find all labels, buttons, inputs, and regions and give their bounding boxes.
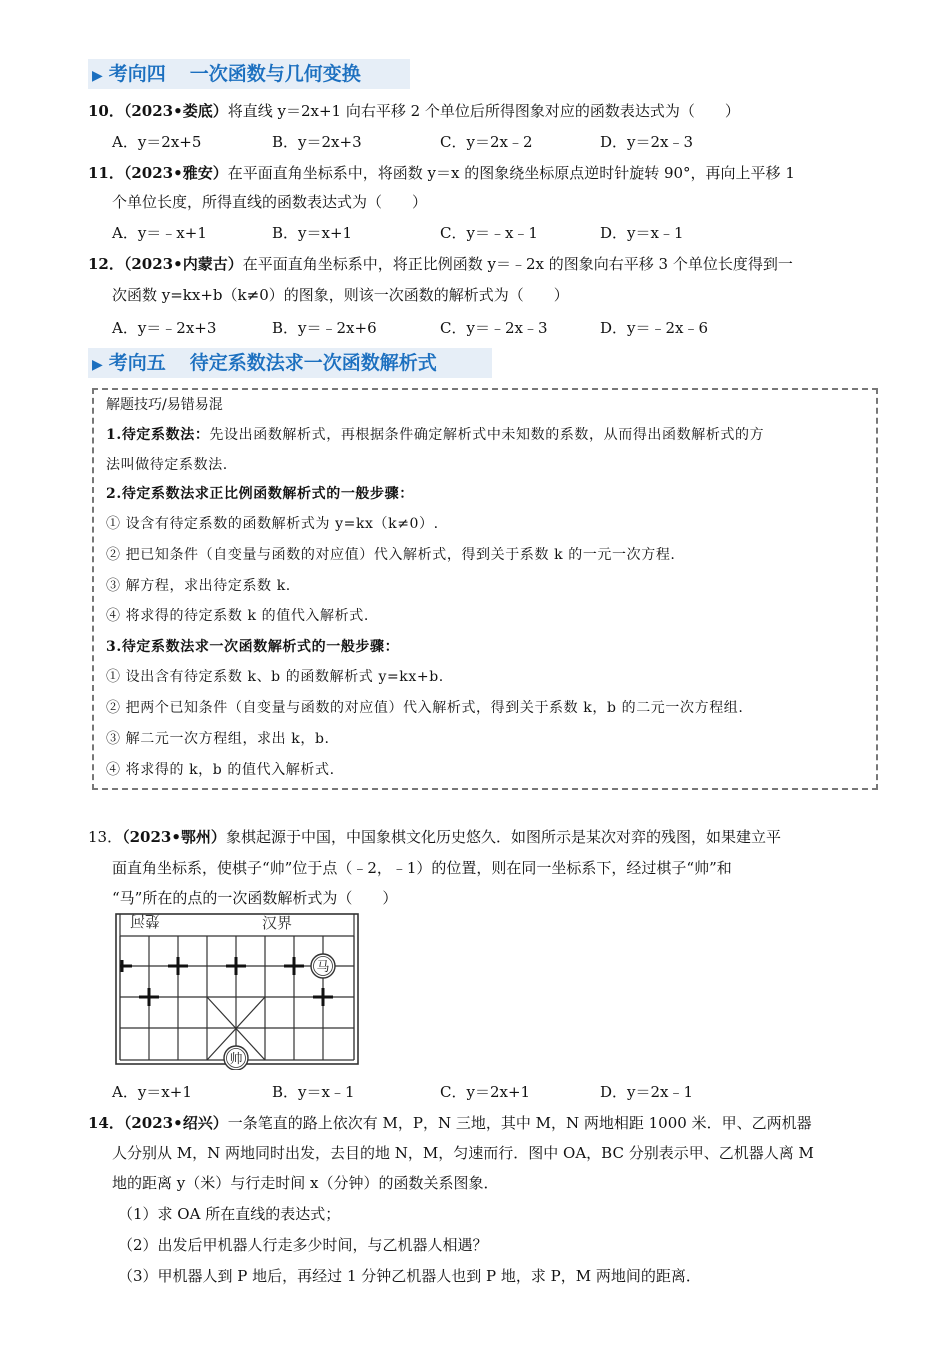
- question-text: 将直线 y＝2x+1 向右平移 2 个单位后所得图象对应的函数表达式为（ ）: [227, 102, 740, 120]
- tip-step: ② 把已知条件（自变量与函数的对应值）代入解析式，得到关于系数 k 的一元一次方程.: [106, 547, 676, 563]
- option-d: D．y＝2x﹣3: [600, 133, 694, 151]
- piece-horse-label: 马: [316, 960, 330, 975]
- question-text-cont: 个单位长度，所得直线的函数表达式为（ ）: [112, 193, 428, 211]
- option-a: A．y＝﹣x+1: [112, 224, 207, 242]
- question-source: （2023•鄂州）: [122, 828, 226, 846]
- triangle-icon: ▶: [92, 357, 103, 373]
- piece-king-label: 帅: [229, 1052, 243, 1067]
- tip-step: ③ 解方程，求出待定系数 k.: [106, 578, 291, 594]
- option-a: A．y＝x+1: [112, 1083, 192, 1101]
- question-number: 10．: [88, 102, 124, 120]
- tip-paragraph-1: [106, 425, 764, 445]
- tip-paragraph-1-cont: 法叫做待定系数法.: [106, 457, 228, 473]
- tip-title-3: 3.待定系数法求一次函数解析式的一般步骤：: [106, 639, 400, 655]
- tips-heading: 解题技巧/易错易混: [106, 397, 223, 413]
- question-text-cont: 面直角坐标系，使棋子“帅”位于点（﹣2，﹣1）的位置，则在同一坐标系下，经过棋子“帅”和: [112, 859, 732, 877]
- question-number: 11．: [88, 164, 124, 182]
- option-c: C．y＝2x+1: [440, 1083, 531, 1101]
- question-text: 在平面直角坐标系中，将正比例函数 y＝﹣2x 的图象向右平移 3 个单位长度得到一: [242, 255, 793, 273]
- tip-title: 1.待定系数法：: [106, 427, 210, 443]
- question-source: （2023•内蒙古）: [123, 255, 243, 273]
- tip-step: ④ 将求得的 k，b 的值代入解析式.: [106, 762, 335, 778]
- option-b: B．y＝x+1: [272, 224, 353, 242]
- question-number: 14．: [88, 1114, 124, 1132]
- tip-step: ① 设含有待定系数的函数解析式为 y=kx（k≠0）.: [106, 516, 439, 532]
- tip-step: ② 把两个已知条件（自变量与函数的对应值）代入解析式，得到关于系数 k，b 的二元一次方程组.: [106, 700, 744, 716]
- question-text-cont: 人分别从 M，N 两地同时出发，去目的地 N，M，匀速而行．图中 OA，BC 分别表示甲、乙机器人离 M: [112, 1144, 814, 1162]
- question-text-cont: “马”所在的点的一次函数解析式为（ ）: [112, 889, 398, 907]
- section-title: 一次函数与几何变换: [189, 63, 361, 85]
- question-text-cont: 地的距离 y（米）与行走时间 x（分钟）的函数关系图象．: [112, 1174, 499, 1192]
- question-source: （2023•娄底）: [123, 102, 228, 120]
- question-text: 一条笔直的路上依次有 M，P，N 三地，其中 M，N 两地相距 1000 米．甲、乙两机器: [227, 1114, 812, 1132]
- option-d: D．y＝x﹣1: [600, 224, 684, 242]
- section-label: 考向四: [108, 63, 166, 85]
- option-d: D．y＝﹣2x﹣6: [600, 319, 709, 337]
- section-header-4: [88, 59, 410, 89]
- option-c: C．y＝﹣x﹣1: [440, 224, 538, 242]
- section-title: 待定系数法求一次函数解析式: [189, 352, 437, 374]
- sub-question-1: （1）求 OA 所在直线的表达式；: [118, 1205, 341, 1223]
- triangle-icon: ▶: [92, 68, 103, 84]
- tip-title-2: 2.待定系数法求正比例函数解析式的一般步骤：: [106, 486, 414, 502]
- sub-question-3: （3）甲机器人到 P 地后，再经过 1 分钟乙机器人也到 P 地，求 P，M 两地间的距离．: [118, 1267, 701, 1285]
- option-d: D．y＝2x﹣1: [600, 1083, 694, 1101]
- piece-horse: [311, 954, 335, 978]
- river-text-right: 汉界: [262, 914, 293, 932]
- option-c: C．y＝2x﹣2: [440, 133, 533, 151]
- question-text-cont: 次函数 y=kx+b（k≠0）的图象，则该一次函数的解析式为（ ）: [112, 286, 569, 304]
- question-number: 13．: [88, 828, 123, 846]
- option-a: A．y＝2x+5: [112, 133, 202, 151]
- section-label: 考向五: [108, 352, 166, 374]
- tip-step: ③ 解二元一次方程组，求出 k，b.: [106, 731, 330, 747]
- option-b: B．y＝﹣2x+6: [272, 319, 377, 337]
- question-13: [88, 826, 781, 848]
- question-source: （2023•绍兴）: [123, 1114, 228, 1132]
- question-12: [88, 253, 793, 275]
- option-c: C．y＝﹣2x﹣3: [440, 319, 548, 337]
- tip-text: 先设出函数解析式，再根据条件确定解析式中未知数的系数，从而得出函数解析式的方: [209, 427, 765, 443]
- river-text-left: 楚河: [129, 912, 160, 930]
- question-number: 12．: [88, 255, 124, 273]
- option-b: B．y＝2x+3: [272, 133, 362, 151]
- position-markers: [120, 957, 333, 1006]
- piece-king: [224, 1046, 248, 1070]
- chess-board-figure: [112, 912, 362, 1070]
- question-source: （2023•雅安）: [123, 164, 228, 182]
- option-b: B．y＝x﹣1: [272, 1083, 355, 1101]
- section-header-5: [88, 348, 492, 378]
- option-a: A．y＝﹣2x+3: [112, 319, 217, 337]
- question-11: [88, 162, 795, 184]
- question-10: [88, 100, 740, 122]
- question-text: 象棋起源于中国，中国象棋文化历史悠久．如图所示是某次对弈的残图，如果建立平: [225, 828, 781, 846]
- tip-step: ① 设出含有待定系数 k、b 的函数解析式 y=kx+b.: [106, 669, 444, 685]
- tip-step: ④ 将求得的待定系数 k 的值代入解析式.: [106, 608, 369, 624]
- question-text: 在平面直角坐标系中，将函数 y＝x 的图象绕坐标原点逆时针旋转 90°，再向上平移 1: [227, 164, 795, 182]
- sub-question-2: （2）出发后甲机器人行走多少时间，与乙机器人相遇？: [118, 1236, 488, 1254]
- question-14: [88, 1112, 812, 1134]
